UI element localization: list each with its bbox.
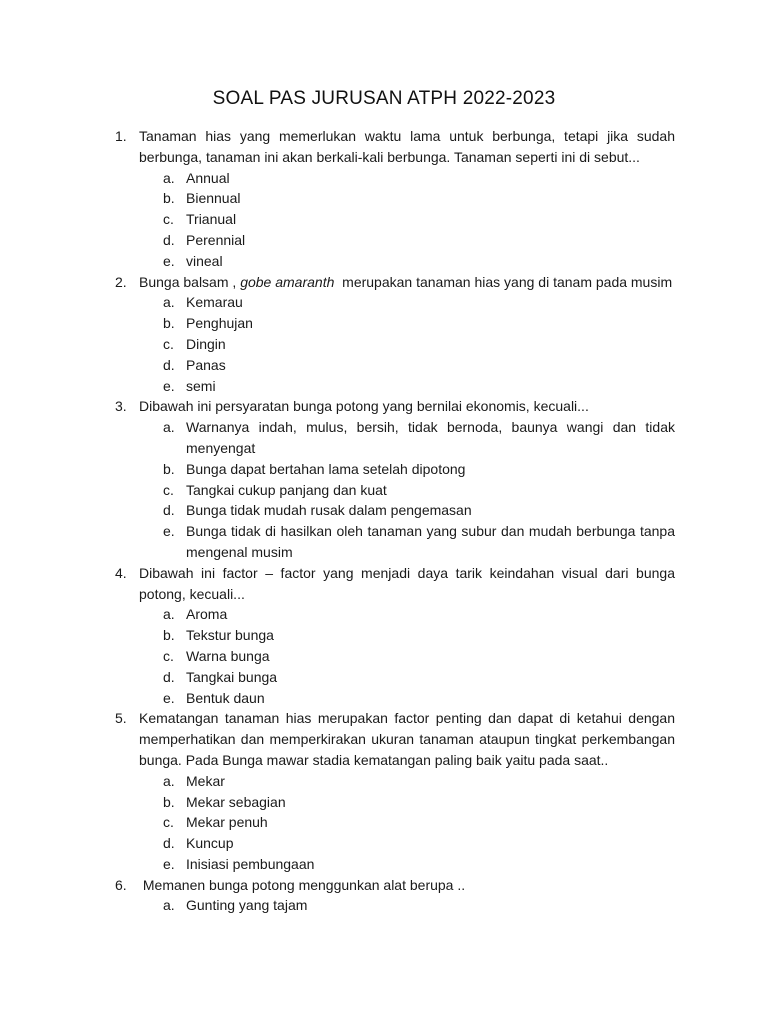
option-letter: c.	[163, 647, 174, 664]
question-text	[139, 875, 675, 896]
option-letter: a.	[163, 294, 175, 311]
question-text-content: Memanen bunga potong menggunkan alat berupa ..	[142, 876, 466, 893]
option-letter: b.	[163, 315, 175, 332]
option-letter: a.	[163, 606, 175, 623]
option-text: Warna bunga	[186, 647, 270, 664]
option-letter: e.	[163, 855, 175, 872]
option-text: Gunting yang tajam	[186, 897, 308, 914]
option-text: Aroma	[186, 606, 228, 623]
option-c	[163, 812, 675, 833]
option-letter: d.	[163, 502, 175, 519]
option-e	[163, 251, 675, 272]
option-letter: e.	[163, 523, 175, 540]
option-text: Biennual	[186, 190, 241, 207]
option-b	[163, 792, 675, 813]
question-text: Dibawah ini persyaratan bunga potong yang bernilai ekonomis, kecuali...	[139, 398, 589, 415]
option-letter: d.	[163, 356, 175, 373]
question-text: Dibawah ini factor – factor yang menjadi daya tarik keindahan visual dari bunga potong, kecuali...	[139, 564, 675, 602]
option-list	[139, 168, 675, 272]
option-b	[163, 625, 675, 646]
option-a	[163, 604, 675, 625]
option-e	[163, 376, 675, 397]
option-text: Mekar sebagian	[186, 793, 286, 810]
option-letter: b.	[163, 460, 175, 477]
option-text: Kemarau	[186, 294, 243, 311]
option-text: Annual	[186, 169, 230, 186]
option-letter: c.	[163, 814, 174, 831]
option-list	[139, 417, 675, 563]
option-b	[163, 459, 675, 480]
option-c	[163, 334, 675, 355]
option-text: Tangkai bunga	[186, 668, 278, 685]
option-letter: c.	[163, 481, 174, 498]
option-a	[163, 417, 675, 459]
option-e	[163, 688, 675, 709]
question-number: 4.	[115, 564, 127, 581]
option-a	[163, 292, 675, 313]
question-number: 3.	[115, 398, 127, 415]
option-text: Panas	[186, 356, 226, 373]
option-text: vineal	[186, 252, 223, 269]
option-b	[163, 188, 675, 209]
question-4	[115, 563, 675, 709]
question-1	[115, 126, 675, 272]
option-c	[163, 646, 675, 667]
option-text: Bunga tidak di hasilkan oleh tanaman yang subur dan mudah berbunga tanpa mengenal musim	[186, 523, 675, 560]
question-3	[115, 396, 675, 562]
option-text: Penghujan	[186, 315, 253, 332]
option-d	[163, 230, 675, 251]
question-5	[115, 708, 675, 874]
option-text: Dingin	[186, 335, 226, 352]
option-letter: d.	[163, 668, 175, 685]
option-list	[139, 895, 675, 916]
option-letter: a.	[163, 772, 175, 789]
option-letter: e.	[163, 252, 175, 269]
option-d	[163, 355, 675, 376]
option-letter: a.	[163, 897, 175, 914]
option-letter: e.	[163, 689, 175, 706]
option-a	[163, 168, 675, 189]
option-text: Bunga dapat bertahan lama setelah dipotong	[186, 460, 466, 477]
option-text: semi	[186, 377, 216, 394]
option-list	[139, 771, 675, 875]
option-b	[163, 313, 675, 334]
option-letter: b.	[163, 190, 175, 207]
option-d	[163, 667, 675, 688]
option-letter: d.	[163, 231, 175, 248]
question-list	[115, 126, 675, 916]
option-letter: c.	[163, 335, 174, 352]
option-text: Tangkai cukup panjang dan kuat	[186, 481, 387, 498]
option-text: Bentuk daun	[186, 689, 265, 706]
option-text: Bunga tidak mudah rusak dalam pengemasan	[186, 502, 472, 519]
option-e	[163, 521, 675, 563]
option-text: Kuncup	[186, 835, 234, 852]
option-list	[139, 604, 675, 708]
option-text: Trianual	[186, 211, 237, 228]
question-text: Tanaman hias yang memerlukan waktu lama untuk berbunga, tetapi jika sudah berbunga, tanaman ini akan berkali-kali berbunga. Tanaman seperti ini di sebut...	[139, 128, 675, 165]
option-text: Tekstur bunga	[186, 627, 274, 644]
option-a	[163, 895, 675, 916]
question-number: 1.	[115, 128, 127, 144]
option-letter: e.	[163, 377, 175, 394]
option-letter: b.	[163, 793, 175, 810]
option-text: Mekar	[186, 772, 225, 789]
page-title: SOAL PAS JURUSAN ATPH 2022-2023	[212, 88, 556, 109]
option-text: Inisiasi pembungaan	[186, 855, 315, 872]
option-d	[163, 833, 675, 854]
option-c	[163, 209, 675, 230]
option-text: Perennial	[186, 231, 246, 248]
option-letter: a.	[163, 169, 175, 186]
question-number: 5.	[115, 710, 127, 727]
question-text-start: Bunga balsam ,	[139, 273, 237, 290]
question-6	[115, 875, 675, 917]
option-d	[163, 500, 675, 521]
option-text: Warnanya indah, mulus, bersih, tidak bernoda, baunya wangi dan tidak menyengat	[186, 419, 675, 456]
option-letter: d.	[163, 835, 175, 852]
question-text	[139, 272, 675, 293]
question-text-end: merupakan tanaman hias yang di tanam pada musim	[342, 273, 673, 290]
option-list	[139, 292, 675, 396]
question-number: 6.	[115, 876, 127, 893]
option-a	[163, 771, 675, 792]
question-number: 2.	[115, 273, 127, 290]
option-c	[163, 480, 675, 501]
question-text-italic: gobe amaranth	[240, 273, 335, 290]
option-letter: a.	[163, 419, 175, 436]
option-letter: c.	[163, 211, 174, 228]
question-text: Kematangan tanaman hias merupakan factor penting dan dapat di ketahui dengan memperhatikan dan memperkirakan ukuran tanaman ataupun tingkat perkembangan bunga. Pada Bunga mawar stadia kematangan paling baik yaitu pada saat..	[139, 710, 675, 768]
question-2	[115, 272, 675, 397]
option-e	[163, 854, 675, 875]
option-letter: b.	[163, 627, 175, 644]
option-text: Mekar penuh	[186, 814, 268, 831]
